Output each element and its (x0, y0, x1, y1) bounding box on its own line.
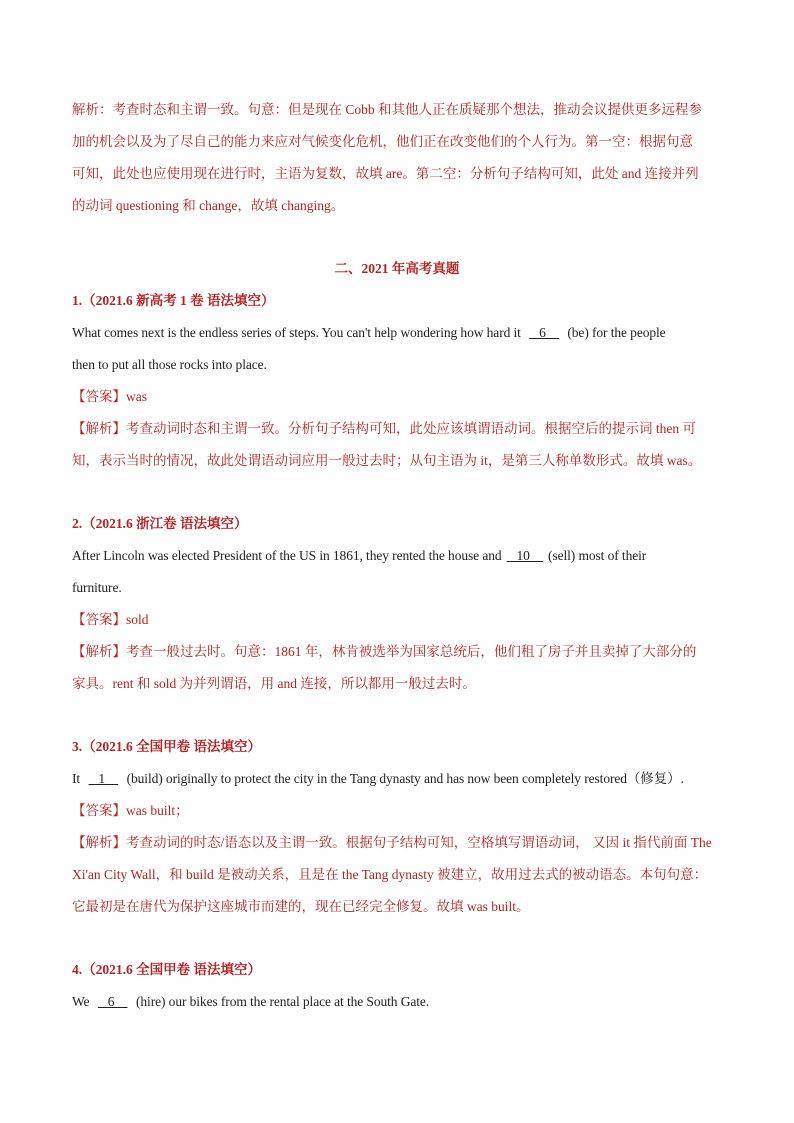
question-text-after: (build) originally to protect the city in the Tang dynasty and has now been completely restored（修复）. (123, 771, 684, 786)
analysis-label: 【解析】 (72, 421, 126, 436)
answer-label: 【答案】 (72, 612, 126, 627)
analysis-line: Xi'an City Wall，和 build 是被动关系，且是在 the Tang dynasty 被建立，故用过去式的被动语态。本句句意： (72, 867, 708, 882)
analysis-line (72, 833, 724, 853)
analysis-label: 【解析】 (72, 644, 126, 659)
question-text-before: What comes next is the endless series of steps. You can't help wondering how hard it (72, 325, 525, 340)
intro-analysis-line: 可知，此处也应使用现在进行时，主语为复数，故填 are。第二空：分析句子结构可知，此处 and 连接并列 (72, 166, 699, 181)
question-text-before: It (72, 771, 84, 786)
analysis-line (72, 642, 724, 662)
question-text-line (72, 992, 724, 1012)
question-text-line (72, 769, 724, 789)
answer-value: was built； (126, 803, 189, 818)
question-heading: 1.（2021.6 新高考 1 卷 语法填空） (72, 293, 275, 308)
question-text-line: then to put all those rocks into place. (72, 357, 267, 372)
answer-blank: 10 (506, 548, 543, 563)
question-text-line (72, 323, 724, 343)
analysis-text: 考查一般过去时。句意：1861 年，林肯被选举为国家总统后，他们租了房子并且卖掉了大部分的 (126, 644, 697, 659)
answer-blank: 6 (529, 325, 559, 340)
intro-analysis-line: 加的机会以及为了尽自己的能力来应对气候变化危机，他们正在改变他们的个人行为。第一空：根据句意 (72, 134, 693, 149)
answer-label: 【答案】 (72, 389, 126, 404)
question-text-after: (hire) our bikes from the rental place at the South Gate. (132, 994, 430, 1009)
question-text-after: (sell) most of their (544, 548, 647, 563)
answer-label: 【答案】 (72, 803, 126, 818)
analysis-line (72, 419, 724, 439)
question-heading: 3.（2021.6 全国甲卷 语法填空） (72, 739, 261, 754)
answer-line (72, 610, 724, 630)
analysis-text: 考查动词时态和主谓一致。分析句子结构可知，此处应该填谓语动词。根据空后的提示词 then 可 (126, 421, 696, 436)
section-title: 二、2021 年高考真题 (334, 261, 460, 276)
answer-line (72, 387, 724, 407)
question-text-after: (be) for the people (564, 325, 666, 340)
question-text-before: After Lincoln was elected President of the US in 1861, they rented the house and (72, 548, 505, 563)
answer-line (72, 801, 724, 821)
analysis-label: 【解析】 (72, 835, 126, 850)
answer-blank: 6 (97, 994, 128, 1009)
question-text-line: furniture. (72, 580, 122, 595)
analysis-text: 考查动词的时态/语态以及主谓一致。根据句子结构可知，空格填写谓语动词， 又因 it 指代前面 The (126, 835, 712, 850)
intro-analysis-line: 的动词 questioning 和 change，故填 changing。 (72, 198, 345, 213)
answer-blank: 1 (88, 771, 119, 786)
intro-analysis-line: 解析：考查时态和主谓一致。句意：但是现在 Cobb 和其他人正在质疑那个想法，推动会议提供更多远程参 (72, 102, 703, 117)
question-text-line (72, 546, 724, 566)
analysis-line: 知，表示当时的情况，故此处谓语动词应用一般过去时；从句主语为 it，是第三人称单数形式。故填 was。 (72, 453, 702, 468)
question-heading: 2.（2021.6 浙江卷 语法填空） (72, 516, 248, 531)
question-heading: 4.（2021.6 全国甲卷 语法填空） (72, 962, 261, 977)
answer-value: was (126, 389, 147, 404)
question-text-before: We (72, 994, 93, 1009)
analysis-line: 家具。rent 和 sold 为并列谓语，用 and 连接，所以都用一般过去时。 (72, 676, 476, 691)
analysis-line: 它最初是在唐代为保护这座城市而建的，现在已经完全修复。故填 was built。 (72, 899, 530, 914)
answer-value: sold (126, 612, 149, 627)
